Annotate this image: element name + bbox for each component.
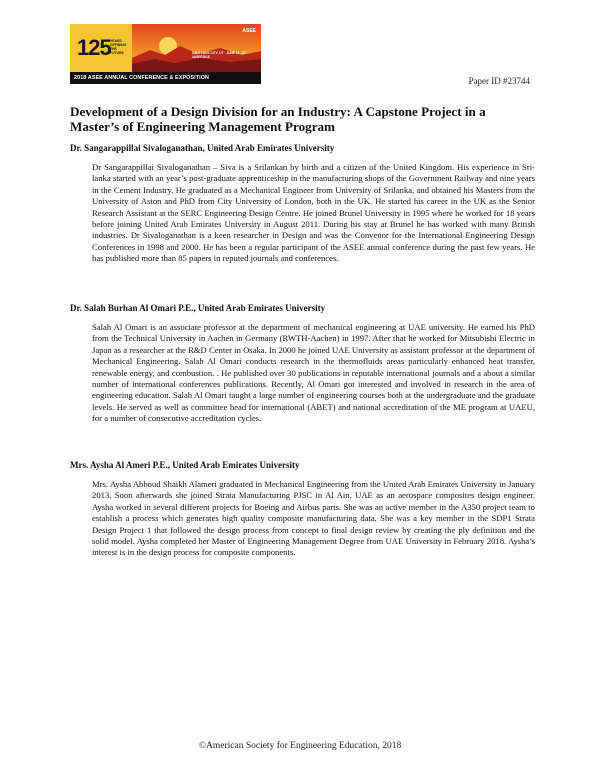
author-bio: Dr Sangarappillai Sivaloganathan – Siva is a Srilankan by birth and a citizen of the United Kingdom. His experience in Sri-lanka started with an year’s post-graduate apprenticeship in the manufacturing shops of the Government Railway and nine years in the Cement Industry. He graduated as a Mechanical Engineer from University of Srilanka, and obtained his Masters from the University of Aston and PhD from City University of London, both in the UK. He started his career in the UK as the Senior Research Assistant at the SERC Engineering Design Centre. He joined Brunel University in 1995 where he worked for 18 years before joining United Arab Emirates University in August 2011. During his stay at Brunel he has worked with many British industries. Dr Sivaloganathan is a keen researcher in Design and was the Convenor for the International Engineering Design Conferences in 1998 and 2000. He has been a regular participant of the ASEE annual conference during the past few years. He has published more than 85 papers in reputed journals and conferences.	[92, 162, 535, 264]
paper-id: Paper ID #23744	[468, 76, 530, 86]
author-name: Mrs. Aysha Al Ameri P.E., United Arab Emirates University	[70, 460, 300, 470]
anniversary-tagline: YEARS DEFINING THE FUTURE	[110, 39, 127, 55]
anniversary-number: 125	[77, 35, 111, 60]
author-name: Dr. Salah Burhan Al Omari P.E., United Arab Emirates University	[70, 303, 326, 313]
conference-venue-text: SALT LAKE CITY, UT · JUNE 24 - 27 · #ASEE2018	[192, 51, 248, 59]
copyright-footer: ©American Society for Engineering Education, 2018	[198, 741, 402, 751]
conference-banner-logo	[70, 24, 261, 84]
author-bio: Mrs. Aysha Abboud Shaikh Alameri graduated in Mechanical Engineering from the United Arab Emirates University in January 2013. Soon afterwards she joined Strata Manufacturing PJSC in Al Ain, UAE as an aerospace composites design engineer. Aysha worked in several different projects for Boeing and Airbus parts. She was an active member in the A350 project team to establish a process which generates high quality composite manufacturing data. She was a key member in the SDP1 Strata Design Project 1 that followed the design process from concept to final design review by creating the ply definition and the solid model. Aysha completed her Master of Engineering Management Degree from UAE University in February 2018. Aysha’s interest is in the design process for composite components.	[92, 479, 535, 558]
author-name: Dr. Sangarappillai Sivaloganathan, United Arab Emirates University	[70, 143, 335, 153]
paper-title: Development of a Design Division for an Industry: A Capstone Project in a Master’s of Engineering Management Program	[70, 104, 486, 134]
conference-name-bar: 2018 ASEE ANNUAL CONFERENCE & EXPOSITION	[70, 72, 261, 84]
author-bio: Salah Al Omari is an associate professor at the department of mechanical engineering at UAE university. He earned his PhD from the Technical University in Aachen in Germany (RWTH-Aachen) in 1997. After that he worked for Mitsubishi Electric in Japan as a researcher at the R&D Center in Osaka. In 2000 he joined UAE University as assistant professor at the department of Mechanical Engineering. Salah Al Omari conducts research in the thermofluids areas particularly enhanced heat transfer, renewable energy, and combustion. . He published over 30 publications in reputable international journals and a about a similar number of international conferences publications. Recently, Al Omari got interested and involved in research in the area of engineering education. Salah Al Omari taught a large number of engineering courses both at the undergraduate and the graduate levels. He served as well as committee head for international (ABET) and national accreditation of the ME program at UAEU, for a number of consecutive accreditation cycles.	[92, 322, 535, 424]
asee-logo: ASEE	[242, 28, 256, 34]
